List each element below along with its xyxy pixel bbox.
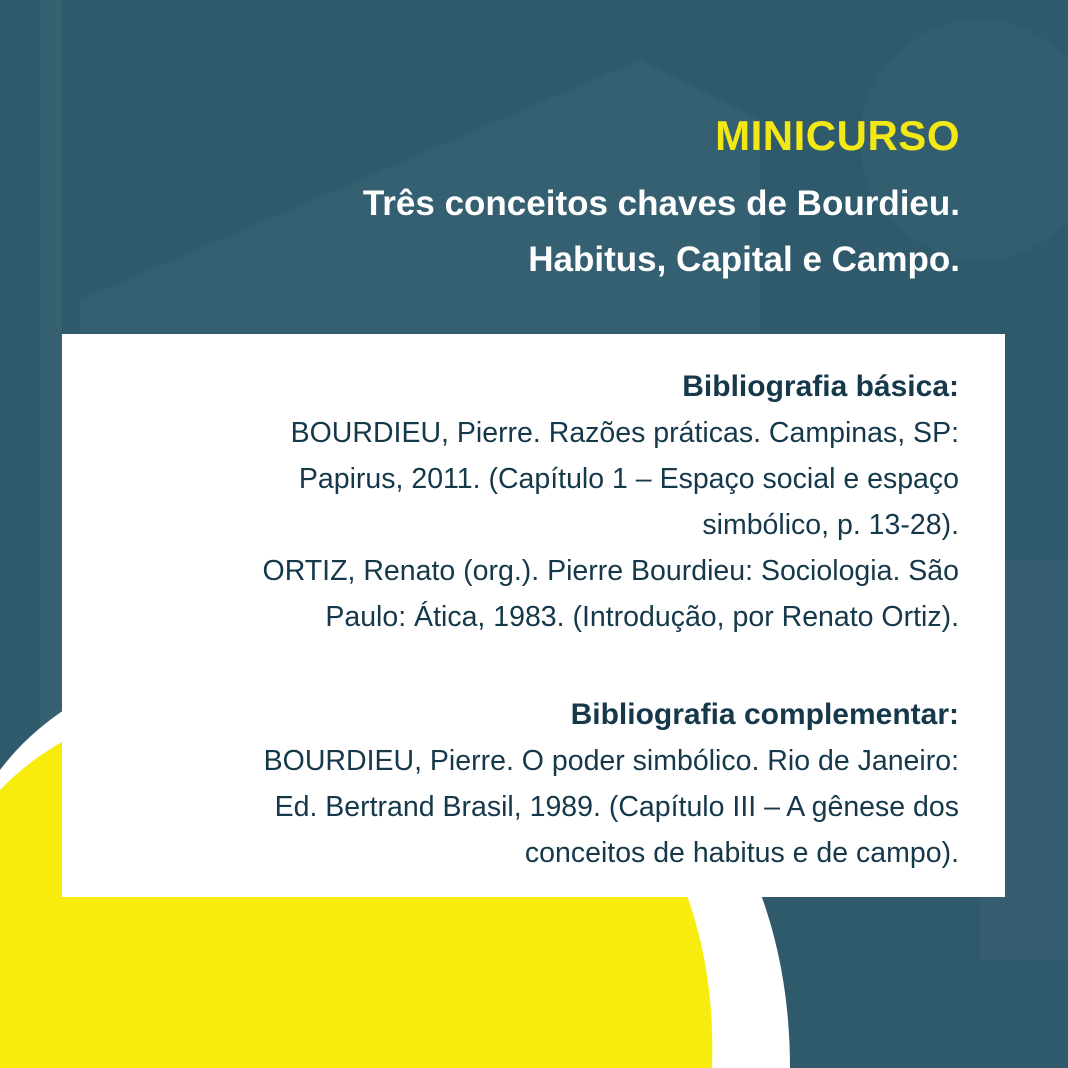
reference-line: Paulo: Ática, 1983. (Introdução, por Renato Ortiz). <box>325 601 959 633</box>
reference-line: conceitos de habitus e de campo). <box>524 837 959 869</box>
reference-line: BOURDIEU, Pierre. Razões práticas. Campinas, SP: <box>290 417 959 449</box>
reference-line: ORTIZ, Renato (org.). Pierre Bourdieu: Sociologia. São <box>262 555 959 587</box>
subtitle-line: Três conceitos chaves de Bourdieu. <box>362 184 960 223</box>
reference-entry <box>102 548 959 640</box>
reference-line: Ed. Bertrand Brasil, 1989. (Capítulo III – A gênese dos <box>274 791 959 823</box>
section-spacer <box>102 640 959 692</box>
heading-block <box>363 108 960 288</box>
basic-bibliography-title: Bibliografia básica: <box>682 370 959 403</box>
bibliography-card <box>62 334 1005 897</box>
reference-line: BOURDIEU, Pierre. O poder simbólico. Rio de Janeiro: <box>263 745 959 777</box>
kicker-title: MINICURSO <box>715 112 960 159</box>
reference-entry <box>102 738 959 876</box>
subtitle-line: Habitus, Capital e Campo. <box>528 240 960 279</box>
course-subtitle <box>363 176 960 288</box>
reference-line: Papirus, 2011. (Capítulo 1 – Espaço social e espaço <box>298 463 959 495</box>
complementary-bibliography-title: Bibliografia complementar: <box>570 698 959 731</box>
reference-entry <box>102 410 959 548</box>
reference-line: simbólico, p. 13-28). <box>702 509 959 541</box>
